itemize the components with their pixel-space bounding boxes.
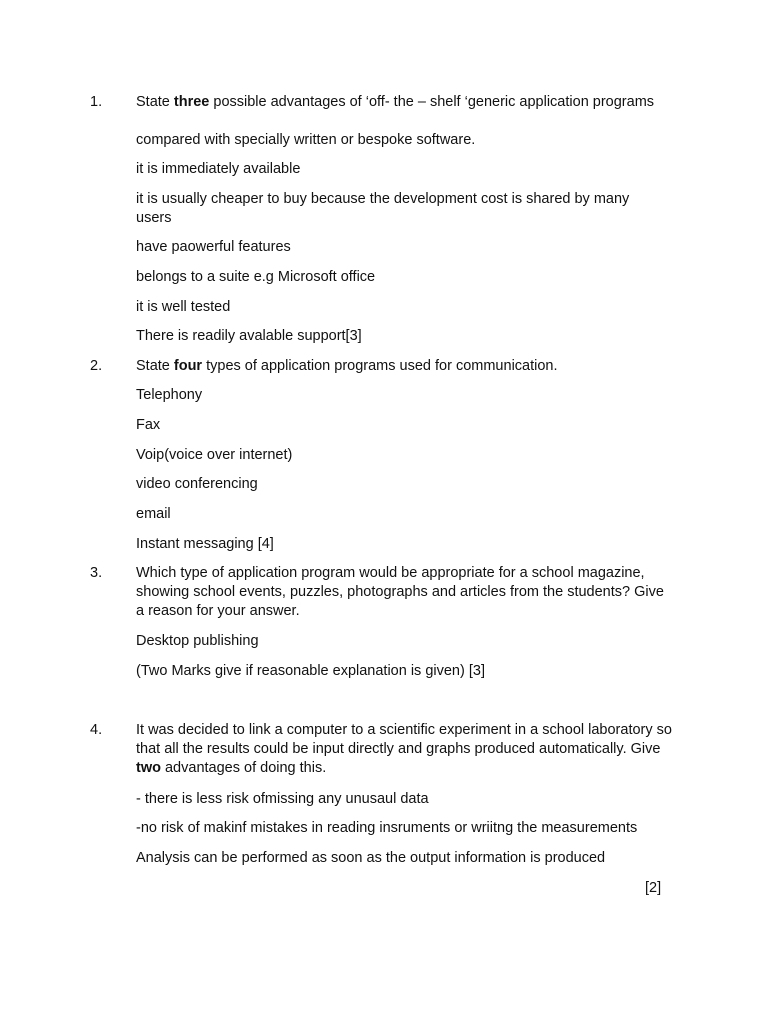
question-1-answer-4: belongs to a suite e.g Microsoft office <box>136 269 376 285</box>
question-4-number: 4. <box>90 722 103 738</box>
question-3-number: 3. <box>90 565 103 581</box>
question-3-answer-2: (Two Marks give if reasonable explanation is given) [3] <box>136 663 485 679</box>
question-4-prompt-bold: two <box>136 760 161 776</box>
question-2-answer-4: video conferencing <box>136 476 258 492</box>
question-2-answer-6: Instant messaging [4] <box>136 536 274 552</box>
question-1-answer-3: have paowerful features <box>136 239 291 255</box>
question-1-number: 1. <box>90 94 103 110</box>
question-4-prompt <box>136 721 681 778</box>
question-2-answer-1: Telephony <box>136 387 203 403</box>
question-1-answer-6: There is readily avalable support[3] <box>136 328 362 344</box>
question-4-prompt-post: advantages of doing this. <box>160 760 327 776</box>
question-1-prompt-bold: three <box>173 94 210 110</box>
question-3-prompt: Which type of application program would be appropriate for a school magazine, showing school events, puzzles, photographs and articles from the students? Give a reason for your answer. <box>136 565 664 619</box>
question-2-number: 2. <box>90 358 103 374</box>
question-2-answer-3: Voip(voice over internet) <box>136 447 293 463</box>
question-2-prompt-pre: State <box>136 358 174 374</box>
question-2-answer-2: Fax <box>136 417 161 433</box>
question-1-answer-1: it is immediately available <box>136 161 301 177</box>
question-1-answer-2: it is usually cheaper to buy because the development cost is shared by many users <box>136 191 630 226</box>
question-1-prompt <box>136 93 681 112</box>
question-1-prompt-pre: State <box>136 94 174 110</box>
question-2-prompt-bold: four <box>173 358 203 374</box>
question-2-prompt <box>136 357 681 376</box>
question-3-answer-1: Desktop publishing <box>136 633 259 649</box>
question-2-answer-5: email <box>136 506 171 522</box>
question-1-prompt-post: possible advantages of ‘off- the – shelf ‘generic application programs <box>209 94 655 110</box>
question-4-answer-1: - there is less risk ofmissing any unusaul data <box>136 791 429 807</box>
question-1-prompt-continued: compared with specially written or bespoke software. <box>136 132 476 148</box>
question-1-answer-5: it is well tested <box>136 299 231 315</box>
question-4-marks: [2] <box>645 880 662 896</box>
question-4-prompt-pre: It was decided to link a computer to a scientific experiment in a school laboratory so that all the results could be input directly and graphs produced automatically. Give <box>136 722 672 757</box>
question-4-answer-2: -no risk of makinf mistakes in reading insruments or wriitng the measurements <box>136 820 638 836</box>
question-4-answer-3: Analysis can be performed as soon as the output information is produced <box>136 850 606 866</box>
question-2-prompt-post: types of application programs used for communication. <box>202 358 558 374</box>
